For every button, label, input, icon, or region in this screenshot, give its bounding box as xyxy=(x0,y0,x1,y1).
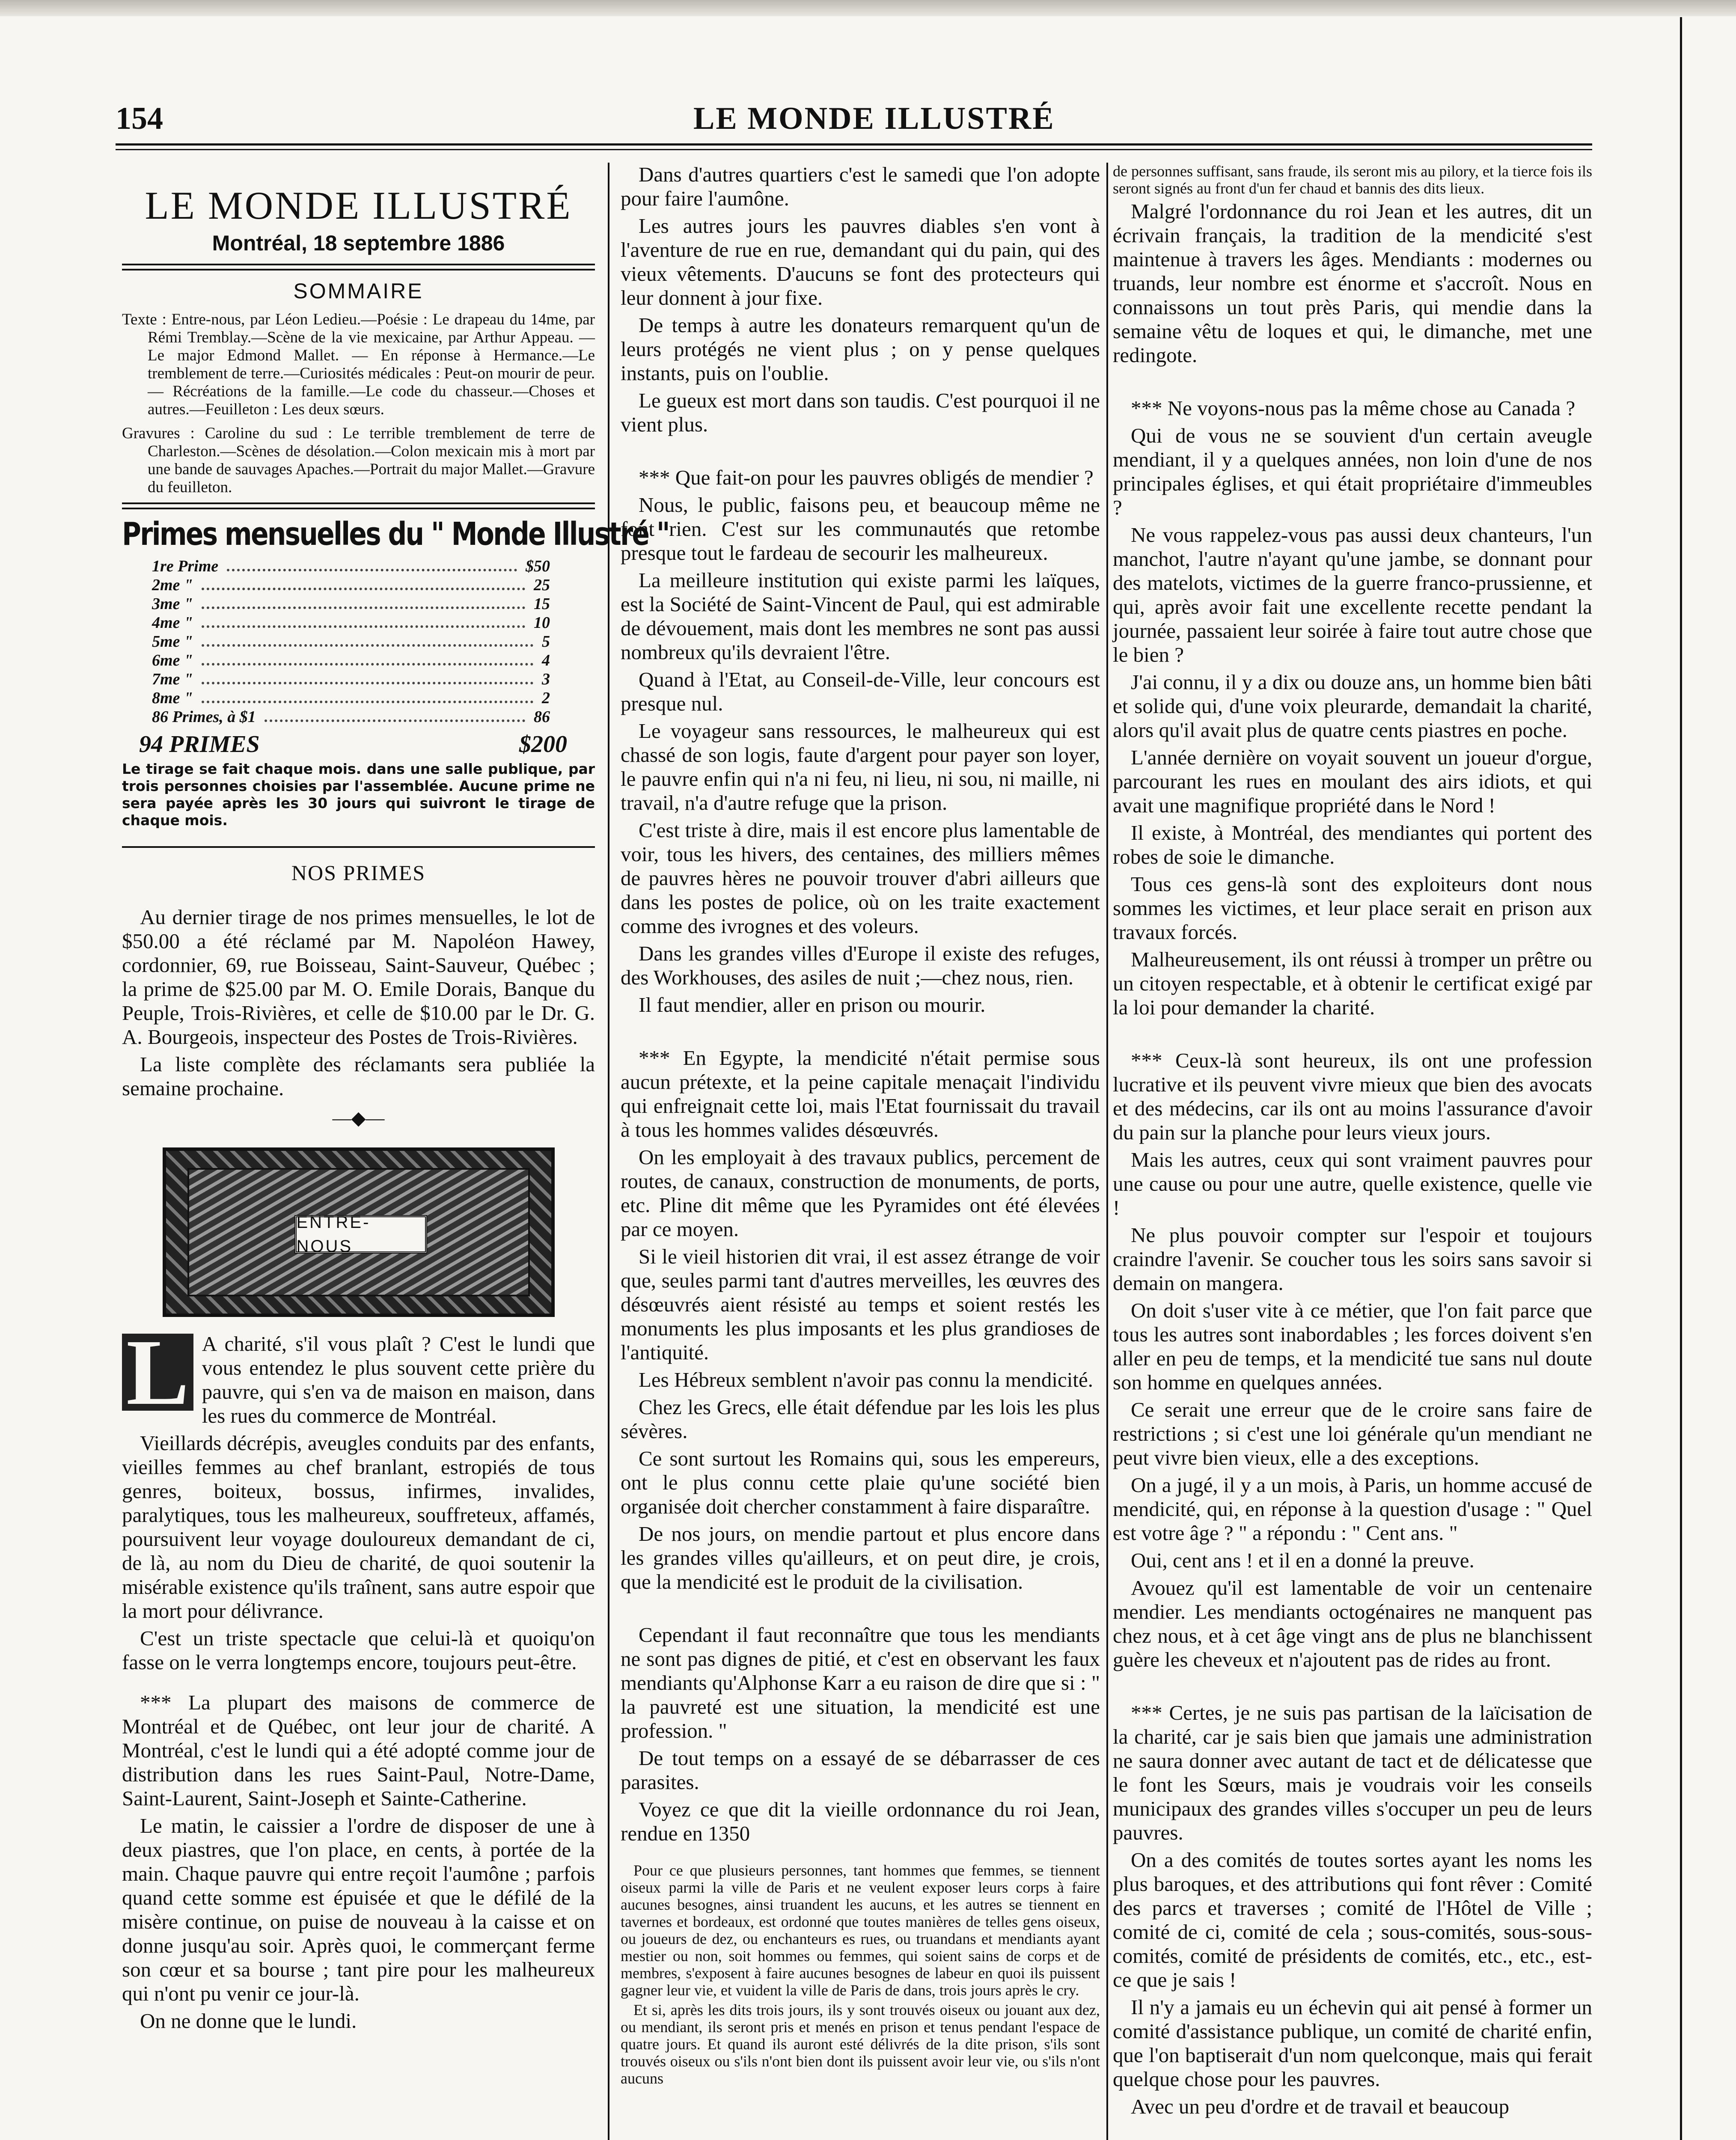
prime-value: $50 xyxy=(526,557,550,575)
prime-row xyxy=(152,557,550,576)
paragraph: C'est un triste spectacle que celui-là et quoiqu'on fasse on le verra longtemps encore, toujours peut-être. xyxy=(122,1626,595,1674)
prime-row xyxy=(152,576,550,594)
paragraph: *** En Egypte, la mendicité n'était permise sous aucun prétexte, et la peine capitale menaçait l'individu qui enfreignait cette loi, mais l'Etat fournissait du travail à tous les hommes valides désœuvrés. xyxy=(621,1046,1100,1141)
primes-total-label: 94 PRIMES xyxy=(139,731,260,758)
prime-row xyxy=(152,670,550,689)
paragraph: Mais les autres, ceux qui sont vraiment pauvres pour une cause ou pour une autre, quelle existence, quelle vie ! xyxy=(1113,1148,1592,1219)
paragraph: L'année dernière on voyait souvent un joueur d'orgue, parcourant les rues en moulant des airs idiots, et qui avait une magnifique propriété dans le Nord ! xyxy=(1113,746,1592,817)
prime-value: 4 xyxy=(542,651,550,669)
leader-dots xyxy=(202,576,525,590)
prime-row xyxy=(152,632,550,651)
scan-edge xyxy=(0,0,1736,16)
paragraph: *** Ne voyons-nous pas la même chose au Canada ? xyxy=(1131,396,1575,420)
paragraph: Oui, cent ans ! et il en a donné la preuve. xyxy=(1131,1549,1474,1572)
header-rule-2 xyxy=(116,149,1592,150)
paragraph: Il faut mendier, aller en prison ou mourir. xyxy=(639,993,986,1016)
issue-date: Montréal, 18 septembre 1886 xyxy=(212,231,505,255)
prime-value: 5 xyxy=(542,633,550,651)
prime-row xyxy=(152,651,550,670)
paragraph: Dans les grandes villes d'Europe il existe des refuges, des Workhouses, des asiles de nuit ;—chez nous, rien. xyxy=(621,942,1100,989)
prime-label: 5me " xyxy=(152,633,193,651)
paragraph: Les Hébreux semblent n'avoir pas connu la mendicité. xyxy=(639,1368,1093,1391)
ornament-divider: —◆— xyxy=(332,1108,385,1129)
double-rule xyxy=(122,264,595,270)
prime-value: 10 xyxy=(534,614,550,632)
leader-dots xyxy=(202,689,533,703)
prime-label: 3me " xyxy=(152,595,193,613)
paragraph: *** Ceux-là sont heureux, ils ont une profession lucrative et ils peuvent vivre mieux que bien des avocats et des médecins, car ils ont au moins l'assurance d'avoir du pain sur la planche pour leurs vieux jours. xyxy=(1113,1049,1592,1144)
paragraph: C'est triste à dire, mais il est encore plus lamentable de voir, tous les hivers, des centaines, des milliers mêmes de pauvres hères ne pouvoir trouver d'abri ailleurs que dans les postes de police, où on les traite exactement comme des ivrognes et des voleurs. xyxy=(621,818,1100,938)
leader-dots xyxy=(202,613,525,628)
prime-label: 8me " xyxy=(152,689,193,707)
entre-nous-banner xyxy=(163,1147,555,1317)
paragraph: Le gueux est mort dans son taudis. C'est pourquoi il ne vient plus. xyxy=(621,389,1100,436)
column-divider-1 xyxy=(608,163,609,2140)
prime-label: 4me " xyxy=(152,614,193,632)
prime-label: 86 Primes, à $1 xyxy=(152,708,256,726)
leader-dots xyxy=(202,632,533,647)
prime-value: 2 xyxy=(542,689,550,707)
ordonnance-quote: Et si, après les dits trois jours, ils y sont trouvés oiseux ou jouant aux dez, ou mendiant, ils seront pris et menés en prison et tenus pendant l'espace de quatre jours. Et quand ils auront esté délivrés de la dite prison, s'ils sont trouvés oiseux ou s'ils n'ont bien dont ils puissent avoir leur vie, ou s'ils n'ont aucuns xyxy=(621,2001,1100,2087)
prime-value: 25 xyxy=(534,576,550,594)
paragraph: *** Que fait-on pour les pauvres obligés de mendier ? xyxy=(639,466,1094,489)
paragraph: Quand à l'Etat, au Conseil-de-Ville, leur concours est presque nul. xyxy=(621,668,1100,715)
prime-row xyxy=(152,689,550,707)
leader-dots xyxy=(265,707,525,722)
column-divider-2 xyxy=(1106,163,1108,2140)
paragraph: Malheureusement, ils ont réussi à tromper un prêtre ou un citoyen respectable, et à obtenir le certificat exigé par la loi pour demander la charité. xyxy=(1113,948,1592,1019)
prime-label: 2me " xyxy=(152,576,193,594)
paragraph: Tous ces gens-là sont des exploiteurs dont nous sommes les victimes, et leur place serait en prison aux travaux forcés. xyxy=(1113,872,1592,944)
column-1 xyxy=(122,163,669,2140)
paragraph: Cependant il faut reconnaître que tous les mendiants ne sont pas dignes de pitié, et c'est en observant les faux mendiants qu'Alphonse Karr a eu raison de dire que si : " la pauvreté est une situation, la mendicité est une profession. " xyxy=(621,1623,1100,1742)
primes-total-value: $200 xyxy=(519,731,567,758)
sommaire-title: SOMMAIRE xyxy=(293,279,424,303)
paragraph: Le voyageur sans ressources, le malheureux qui est chassé de son logis, faute d'argent pour payer son loyer, le pauvre enfin qui n'a ni feu, ni lieu, ni sou, ni maille, ni travail, n'a d'autre refuge que la prison. xyxy=(621,719,1100,814)
primes-title: Primes mensuelles du " Monde Illustré " xyxy=(122,516,669,553)
paragraph: Il existe, à Montréal, des mendiantes qui portent des robes de soie le dimanche. xyxy=(1113,821,1592,868)
paragraph: Ne plus pouvoir compter sur l'espoir et toujours craindre l'avenir. Se coucher tous les soirs sans savoir si demain on mangera. xyxy=(1113,1223,1592,1295)
banner-label: ENTRE-NOUS xyxy=(294,1215,427,1254)
paragraph: Avouez qu'il est lamentable de voir un centenaire mendier. Les mendiants octogénaires ne manquent pas chez nous, et à cet âge vingt ans de plus ne blanchissent guère les cheveux et n'ajoutent pas de rides au front. xyxy=(1113,1576,1592,1671)
prime-row xyxy=(152,594,550,613)
column-3 xyxy=(1113,163,1592,2140)
page-margin-rule xyxy=(1680,17,1686,2140)
paragraph: Voyez ce que dit la vieille ordonnance du roi Jean, rendue en 1350 xyxy=(621,1798,1100,1845)
paragraph: Les autres jours les pauvres diables s'en vont à l'aventure de rue en rue, demandant qui du pain, qui des vieux vêtements. D'aucuns se font des protecteurs qui leur donnent à jour fixe. xyxy=(621,214,1100,309)
paragraph: On ne donne que le lundi. xyxy=(140,2009,357,2033)
paragraph: Avec un peu d'ordre et de travail et beaucoup xyxy=(1131,2095,1510,2118)
double-rule xyxy=(122,502,595,509)
prime-label: 1re Prime xyxy=(152,557,219,575)
header-rule xyxy=(116,143,1592,146)
paragraph: Qui de vous ne se souvient d'un certain aveugle mendiant, il y a quelques années, non loin d'une de nos principales églises, et qui était propriétaire d'immeubles ? xyxy=(1113,424,1592,519)
paragraph: *** La plupart des maisons de commerce de Montréal et de Québec, ont leur jour de charité. A Montréal, c'est le lundi qui a été adopté comme jour de distribution dans les rues Saint-Paul, Notre-Dame, Saint-Laurent, Saint-Joseph et Sainte-Catherine. xyxy=(122,1691,595,1810)
drop-cap: L xyxy=(122,1334,193,1411)
paragraph: Chez les Grecs, elle était défendue par les lois les plus sévères. xyxy=(621,1395,1100,1443)
paragraph: Nous, le public, faisons peu, et beaucoup même ne font rien. C'est sur les communautés que retombe presque tout le fardeau de secourir les malheureux. xyxy=(621,493,1100,565)
prime-row xyxy=(152,707,550,726)
paragraph: *** Certes, je ne suis pas partisan de la laïcisation de la charité, car je sais bien que jamais une administration ne saura donner avec autant de tact et de délicatesse que le font les Sœurs, mais je voudrais voir les conseils municipaux des grandes villes s'occuper un peu de leurs pauvres. xyxy=(1113,1701,1592,1844)
prime-value: 86 xyxy=(534,708,550,726)
prime-value: 15 xyxy=(534,595,550,613)
primes-total xyxy=(139,732,567,756)
primes-note: Le tirage se fait chaque mois. dans une salle publique, par trois personnes choisies par l'assemblée. Aucune prime ne sera payée après les 30 jours qui suivront le tirage de chaque mois. xyxy=(122,761,595,829)
paragraph: Malgré l'ordonnance du roi Jean et les autres, dit un écrivain français, la tradition de la mendicité s'est maintenue à travers les âges. Mendiants : modernes ou truands, leur nombre est énorme et s'accroît. Nous en connaissons un tout près Paris, qui mendie dans la semaine vêtu de loques et qui, le dimanche, met une redingote. xyxy=(1113,199,1592,367)
column-2 xyxy=(621,163,1100,2140)
paragraph: Ne vous rappelez-vous pas aussi deux chanteurs, l'un manchot, l'autre n'ayant qu'une jambe, se donnant pour des matelots, victimes de la guerre franco-prussienne, et qui, après avoir fait une excellente recette pendant la journée, passaient leur soirée à faire tout autre chose que le bien ? xyxy=(1113,523,1592,666)
ordonnance-quote: Pour ce que plusieurs personnes, tant hommes que femmes, se tiennent oiseux parmi la ville de Paris et ne veulent exposer leurs corps à faire aucunes besognes, ainsi truandent les aucuns, et les autres se tiennent en tavernes et bordeaux, est ordonné que toutes manières de telles gens oiseux, ou joueurs de dez, ou enchanteurs es rues, ou truandans et mendiants ayant mestier ou non, soit hommes ou femmes, qui soient sains de corps et de membres, s'exposent à faire aucunes besognes de labeur en quoi ils puissent gagner leur vie, et vuident la ville de Paris de dans, trois jours après le cry. xyxy=(621,1862,1100,1999)
paragraph: Il n'y a jamais eu un échevin qui ait pensé à former un comité d'assistance publique, un comité de charité enfin, que l'on baptiserait d'un nom quelconque, mais qui ferait quelque chose pour les pauvres. xyxy=(1113,1995,1592,2091)
masthead: LE MONDE ILLUSTRÉ xyxy=(145,184,572,227)
paragraph: La liste complète des réclamants sera publiée la semaine prochaine. xyxy=(122,1052,595,1100)
paragraph: On a jugé, il y a un mois, à Paris, un homme accusé de mendicité, qui, en réponse à la question d'usage : " Quel est votre âge ? " a répondu : " Cent ans. " xyxy=(1113,1473,1592,1545)
page-header xyxy=(116,101,1592,139)
primes-table xyxy=(152,557,550,726)
paragraph: Le matin, le caissier a l'ordre de disposer de une à deux piastres, que l'on place, en cents, à portée de la main. Chaque pauvre qui entre reçoit l'aumône ; parfois quand cette somme est épuisée et que le défilé de la misère continue, on puise de nouveau à la caisse et on donne jusqu'au soir. Après quoi, le commerçant ferme son cœur et sa bourse ; tant pire pour les malheureux qui n'ont pu venir ce jour-là. xyxy=(122,1814,595,2005)
prime-label: 7me " xyxy=(152,670,193,688)
ordonnance-quote-continued: de personnes suffisant, sans fraude, ils seront mis au pilory, et la tierce fois ils seront signés au front d'un fer chaud et bannis des dits lieux. xyxy=(1113,163,1592,197)
paragraph: Au dernier tirage de nos primes mensuelles, le lot de $50.00 a été réclamé par M. Napoléon Hawey, cordonnier, 69, rue Boisseau, Saint-Sauveur, Québec ; la prime de $25.00 par M. O. Emile Dorais, Banque du Peuple, Trois-Rivières, et celle de $10.00 par le Dr. G. A. Bourgeois, inspecteur des Postes de Trois-Rivières. xyxy=(122,905,595,1049)
paragraph: Ce serait une erreur que de le croire sans faire de restrictions ; si c'est une loi générale qu'un mendiant ne peut vivre bien vieux, elle a des exceptions. xyxy=(1113,1398,1592,1469)
paragraph: On les employait à des travaux publics, percement de routes, de canaux, construction de monuments, de ports, etc. Pline dit même que les Pyramides ont été élevées par ce moyen. xyxy=(621,1145,1100,1241)
sommaire-texte: Texte : Entre-nous, par Léon Ledieu.—Poésie : Le drapeau du 14me, par Rémi Tremblay.—Scène de la vie mexicaine, par Arthur Appeau. — Le major Edmond Mallet. — En réponse à Hermance.—Le tremblement de terre.—Curiosités médicales : Peut-on mourir de peur. — Récréations de la famille.—Le code du chasseur.—Choses et autres.—Feuilleton : Les deux sœurs. xyxy=(122,311,595,418)
running-title: LE MONDE ILLUSTRÉ xyxy=(693,101,1055,136)
prime-row xyxy=(152,613,550,632)
paragraph: De nos jours, on mendie partout et plus encore dans les grandes villes qu'ailleurs, et on peut dire, je crois, que la mendicité est le produit de la civilisation. xyxy=(621,1522,1100,1593)
paragraph: Vieillards décrépis, aveugles conduits par des enfants, vieilles femmes au chef branlant, estropiés de tous genres, boiteux, bossus, infirmes, invalides, paralytiques, tous les malheureux, souffreteux, affamés, poursuivent leur voyage douloureux demandant de ci, de là, au nom du Dieu de charité, de quoi soutenir la misérable existence qu'ils traînent, sans autre espoir que la mort pour délivrance. xyxy=(122,1431,595,1623)
paragraph: De temps à autre les donateurs remarquent qu'un de leurs protégés ne vient plus ; on y pense quelques instants, puis on l'oublie. xyxy=(621,313,1100,385)
paragraph: De tout temps on a essayé de se débarrasser de ces parasites. xyxy=(621,1746,1100,1794)
page-number: 154 xyxy=(116,101,163,136)
paragraph: J'ai connu, il y a dix ou douze ans, un homme bien bâti et solide qui, d'une voix pleurarde, demandait la charité, alors qu'il avait plus de quatre cents piastres en poche. xyxy=(1113,670,1592,742)
paragraph: On doit s'user vite à ce métier, que l'on fait parce que tous les autres sont inabordables ; les forces doivent s'en aller en peu de temps, et la mendicité tue sans nul doute son homme en quelques années. xyxy=(1113,1299,1592,1394)
paragraph: Si le vieil historien dit vrai, il est assez étrange de voir que, seules parmi tant d'autres merveilles, les œuvres des désœuvrés aient résisté au temps et soient restés les monuments les plus imposants et les plus grandioses de l'antiquité. xyxy=(621,1245,1100,1364)
paragraph: A charité, s'il vous plaît ? C'est le lundi que vous entendez le plus souvent cette prière du pauvre, qui s'en va de maison en maison, dans les rues du commerce de Montréal. xyxy=(202,1332,595,1427)
section-rule xyxy=(122,846,595,848)
prime-value: 3 xyxy=(542,670,550,688)
paragraph: Dans d'autres quartiers c'est le samedi que l'on adopte pour faire l'aumône. xyxy=(621,163,1100,210)
leader-dots xyxy=(227,557,517,571)
paragraph: On a des comités de toutes sortes ayant les noms les plus baroques, et des attributions qui font rêver : Comité des parcs et traverses ; comité de l'Hôtel de Ville ; comité de ci, comité de cela ; sous-comités, sous-sous-comités, comité de présidents de comités, etc., etc., est-ce que je sais ! xyxy=(1113,1848,1592,1991)
leader-dots xyxy=(202,670,533,684)
leader-dots xyxy=(202,651,533,666)
sommaire-gravures: Gravures : Caroline du sud : Le terrible tremblement de terre de Charleston.—Scènes de désolation.—Colon mexicain mis à mort par une bande de sauvages Apaches.—Portrait du major Mallet.—Gravure du feuilleton. xyxy=(122,425,595,496)
paragraph: La meilleure institution qui existe parmi les laïques, est la Société de Saint-Vincent de Paul, qui est admirable de dévouement, mais dont les membres ne sont pas aussi nombreux qu'ils devraient l'être. xyxy=(621,568,1100,664)
paragraph: Ce sont surtout les Romains qui, sous les empereurs, ont le plus connu cette plaie qu'une société bien organisée doit chercher constamment à faire disparaître. xyxy=(621,1447,1100,1518)
prime-label: 6me " xyxy=(152,651,193,669)
leader-dots xyxy=(202,594,525,609)
nos-primes-title: NOS PRIMES xyxy=(291,861,426,885)
